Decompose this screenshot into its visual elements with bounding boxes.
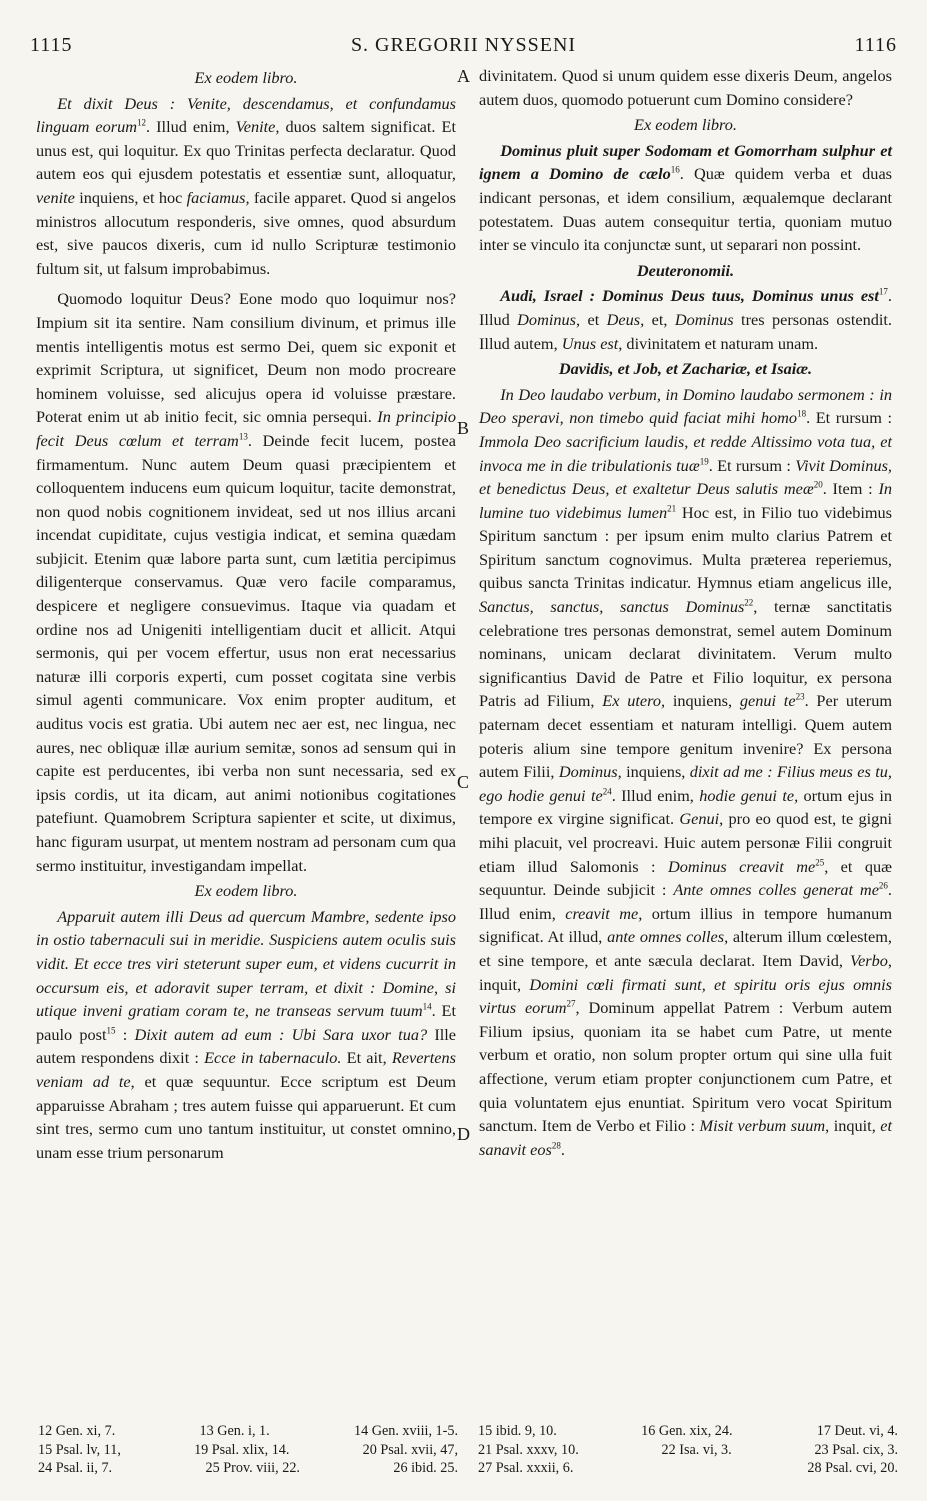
text-run: In lumine tuo videbimus lumen [479,479,893,522]
text-run: Unus est, [561,333,623,353]
footnote-ref: 17 [878,286,888,297]
text-run: ortum ejus in tempore ex virgine significat. [479,785,893,829]
footnote-row [38,1459,458,1478]
footnote-row [478,1459,898,1478]
text-run: tres personas ostendit. Illud autem, [479,309,892,353]
footnote-ref: 12 [137,117,147,128]
footnote-ref: 24 [602,786,612,797]
text-run: Dominus, [517,309,581,329]
left-column [36,64,456,1164]
text-run: dixit ad me : Filius meus es tu, ego hodie genui te [479,762,892,805]
text-run: . Illud [479,286,892,329]
text-run: Audi, Israel : Dominus Deus tuus, Dominus unus est [500,286,879,306]
footnotes-left [38,1422,458,1478]
footnote-row [38,1422,458,1441]
footnote: 15 Psal. lv, 11, [38,1441,121,1458]
footnote: 28 Psal. cvi, 20. [807,1460,898,1476]
text-run: . Illud enim, [611,785,700,805]
text-run: et sanavit eos [479,1116,892,1159]
footnote-ref: 28 [551,1140,561,1151]
footnote-row [478,1441,898,1460]
paragraph [479,139,892,257]
footnote-ref: 18 [797,408,807,419]
text-run: , et quæ sequuntur. Ecce scriptum est Deum apparuisse Abraham ; tres autem fuisse qui apparuerunt. Et cum sint tres, sermo cum uno tantum instituitur, ut constet omnino, unam esse trium personarum [36,1071,457,1162]
footnote: 25 Prov. viii, 22. [205,1460,300,1476]
section-heading: Ex eodem libro. [194,68,298,87]
page-number-right: 1116 [854,34,897,56]
text-run: venite [36,187,75,207]
footnote-ref: 14 [422,1001,432,1012]
text-run: genui te [739,691,796,711]
text-run: Deus, [606,309,645,329]
margin-letter-a: A [457,66,470,86]
footnote: 15 ibid. 9, 10. [478,1423,557,1439]
text-run: Venite, [235,117,280,137]
text-run: Dominus creavit me [667,856,816,876]
text-run: . Deinde fecit lucem, postea firmamentum. Nunc autem Deum quasi præcipientem et colloquentem inducens eum quicum loquitur, tacite demonstrat, non quod nobis cognitionem invideat, sed ut nos illius arcani incendat cupiditate, cujus vestigia indicat, et semina quædam subjicit. Etenim quæ labore parta sunt, cum lætitia percipimus diligenterque conservamus. Quæ vero facile comparamus, despicere et negligere consuevimus. Itaque via quadam et ordine nos ad Unigeniti intelligentiam ducit et allicit. Atqui sermonis, qui per vocem effertur, usus non erat necessarius naturæ illi corporis experti, cum posset cogitata sine verbis simul agenti communicare. Vox enim propter auditum, et auditus vocis est gratia. Ubi autem nec aer est, nec lingua, nec aures, nec obliquæ illæ aurium semitæ, sonos ad sensum qui in capite est perducentes, ibi verba non sunt necessaria, sed ex ipsis cordis, ut ita dicam, aut animi notionibus cogitationes patefiunt. Quamobrem Scriptura sapienter et scite, ut diximus, hanc figuram usurpat, ut mentem nostram ad personam cum qua sermo instituitur, investigandam impellat. [36,430,457,875]
footnote: 17 Deut. vi, 4. [816,1423,898,1439]
text-run: inquiens, et hoc [74,187,187,207]
text-run: , inquit, [825,1116,881,1136]
footnote-ref: 15 [106,1025,116,1036]
text-run: inquiens, [665,691,740,711]
footnote-ref: 16 [670,164,680,175]
text-run: Misit verbum suum [699,1116,826,1136]
text-run: . Item : [822,479,879,499]
text-run: Verbo [849,950,888,970]
paragraph [36,92,456,281]
text-run: In Deo laudabo verbum, in Domino laudabo sermonem : in Deo speravi, non timebo quid faciat mihi homo [479,384,892,428]
text-run: creavit me, [565,903,643,923]
text-run: Ecce in tabernaculo. [204,1048,342,1068]
paragraph [36,905,456,1165]
text-run: Vivit Dominus, et benedictus Deus, et exaltetur Deus salutis meæ [479,455,892,499]
text-run: . Et rursum : [708,455,796,475]
text-run: Dominus pluit super Sodomam et Gomorrham sulphur et ignem a Domino de cælo [479,140,892,184]
paragraph [36,287,456,877]
text-run: Et ait, [341,1048,392,1068]
margin-letter-c: C [457,772,470,792]
text-run: . Per uterum paternam decet essentiam et naturam intelligi. Quem autem poteris alium sine tempore genitum invenire? Ex persona autem Filii, [479,691,892,782]
text-run: pro eo quod est, te gigni mihi placuit, vel procreavi. Huic autem personæ Filii congruit etiam illud Salomonis : [479,809,892,876]
text-run: Quomodo loquitur Deus? Eone modo quo loquimur nos? Impium sit ita sentire. Nam consilium divinum, et primus ille mentis intelligentis motus est sermo Dei, quem sic exponit et exprimit Scriptura, ut significet, Deum non modo procreare hominem voluisse, sed alicujus opera id voluisse præstare. Poterat enim ut ab initio fecit, sic omnia persequi. [36,289,456,427]
text-run: divinitatem et naturam unam. [622,333,819,353]
text-run: Sanctus, sanctus, sanctus Dominus [479,597,745,617]
text-run: ortum illius in tempore humanum significat. At illud, [479,903,892,947]
text-run: . Illud enim, [146,117,236,137]
footnote: 21 Psal. xxxv, 10. [478,1441,579,1458]
text-run: Dominus [674,309,734,329]
text-run: . [560,1139,565,1159]
text-run: Ex utero, [602,691,666,711]
text-run: facile apparet. Quod si angelos ministros allocutum responderis, sive omnes, quod absurdum est, sive paucos dixeris, cum id nullo Scripturæ testimonio fultum sit, ut falsum improbabimus. [36,187,457,278]
text-run: Revertens veniam ad te [36,1048,456,1091]
footnote-row [478,1422,898,1441]
text-run: Immola Deo sacrificium laudis, et redde Altissimo vota tua, et invoca me in die tribulationis tuæ [479,431,892,475]
paragraph [479,383,892,1162]
text-run: Ante omnes colles generat me [673,880,879,900]
paragraph [479,64,892,111]
section-heading: Ex eodem libro. [634,115,737,135]
section-heading: Davidis, et Job, et Zachariæ, et Isaiæ. [558,359,813,379]
text-run: , inquit, [479,950,892,994]
footnote-ref: 19 [699,456,709,467]
section-heading: Deuteronomii. [636,260,735,280]
text-run: , et quæ sequuntur. Deinde subjicit : [479,856,892,900]
footnote-row [38,1441,458,1460]
text-run: hodie genui te, [699,785,799,805]
paragraph [479,284,892,355]
footnote-ref: 22 [744,597,754,608]
running-header [30,34,897,60]
margin-letter-b: B [457,418,470,438]
footnotes-right [478,1422,898,1478]
text-run: In principio fecit Deus cœlum et terram [36,407,457,450]
text-run: duos saltem significat. Et unus est, qui loquitur. Ex quo Trinitas perfecta declaratur. Quod autem eos qui ejusdem potestatis et essentiæ sunt, alloquatur, [36,117,456,184]
footnote-ref: 21 [667,503,677,514]
footnote: 19 Psal. xlix, 14. [194,1441,290,1458]
text-run: Et dixit Deus : Venite, descendamus, et confundamus linguam eorum [36,93,456,137]
text-run: Apparuit autem illi Deus ad quercum Mambre, sedente ipso in ostio tabernaculi sui in meridie. Suspiciens autem oculis suis vidit. Et ecce tres viri steterunt super eum, et videns cucurrit in occursum eis, et adoravit super terram, et dixit : Domine, si utique inveni gratiam coram te, ne transeas servum tuum [36,906,456,1021]
footnote: 24 Psal. ii, 7. [38,1460,113,1476]
right-column [479,64,892,1161]
text-run: , Dominum appellat Patrem : Verbum autem Filium ipsius, quoniam ita se habet cum Patre, ut mente verbum et oratio, non solum propter ortum qui sine ulla fuit affectione, verum etiam propter conjunctionem cum Patre, et quia voluntatem ejus enuntiat. Spiritum vero vocat Spiritum sanctum. Item de Verbo et Filio : [479,998,892,1136]
text-run: ante omnes colles, [607,927,729,947]
footnote-ref: 27 [566,998,576,1009]
text-run: Domini cœli firmati sunt, et spiritu oris ejus omnis virtus eorum [479,974,892,1018]
footnote: 27 Psal. xxxii, 6. [478,1460,574,1476]
footnote-ref: 20 [813,479,823,490]
footnote: 14 Gen. xviii, 1-5. [353,1423,458,1439]
footnote-ref: 25 [815,857,825,868]
footnote: 20 Psal. xvii, 47, [362,1441,458,1458]
footnote: 13 Gen. i, 1. [199,1423,270,1439]
footnote: 12 Gen. xi, 7. [38,1423,116,1439]
section-heading: Ex eodem libro. [194,881,298,901]
text-run: . Et rursum : [806,408,893,428]
text-run: et, [644,309,675,329]
text-run: Ille autem respondens dixit : [36,1024,457,1068]
text-run: alterum illum cœlestem, et sine tempore, et ante sæcula declarat. Item David, [479,927,892,970]
text-run: et [580,309,607,329]
footnote: 26 ibid. 25. [393,1460,458,1476]
margin-letter-d: D [457,1124,470,1144]
footnote: 23 Psal. cix, 3. [814,1441,898,1458]
footnote: 16 Gen. xix, 24. [641,1423,733,1439]
text-run: Hoc est, in Filio tuo videbimus Spiritum sanctum : per ipsum enim multo clarius Patrem et Spiritum sanctum cognovimus. Multa præterea reperiemus, quibus sancta Trinitas indicatur. Hymnus etiam angelicus ille, [479,502,892,593]
text-run: . Et paulo post [36,1001,457,1044]
page-title: S. GREGORII NYSSENI [350,34,577,56]
text-run: : [115,1024,135,1044]
footnote: 22 Isa. vi, 3. [661,1441,732,1458]
text-run: divinitatem. Quod si unum quidem esse dixeris Deum, angelos autem duos, quomodo potuerunt cum Domino considere? [479,66,892,109]
text-run: Dominus, [558,762,622,782]
text-run: , ternæ sanctitatis celebratione tres personas demonstrat, semel autem Dominum nominans, unicam declarat divinitatem. Verum multo significantius David de Patre et Filio loquitur, ex persona Patris ad Filium, [479,597,892,711]
page-number-left: 1115 [30,34,73,56]
text-run: . Illud enim, [479,880,892,923]
text-run: faciamus, [186,187,250,207]
text-run: inquiens, [621,762,690,782]
footnote-ref: 26 [878,880,888,891]
footnote-ref: 13 [238,431,248,442]
footnote-ref: 23 [795,692,805,703]
text-run: Dixit autem ad eum : Ubi Sara uxor tua? [134,1024,428,1044]
text-run: Genui, [679,809,724,829]
text-run: . Quæ quidem verba et duas indicant personas, et idem consilium, æqualemque declarant potestatem. Duas autem consequitur tertia, quoniam mutuo inter se vinculo ita conjunctæ sunt, ut separari non possint. [479,164,893,255]
